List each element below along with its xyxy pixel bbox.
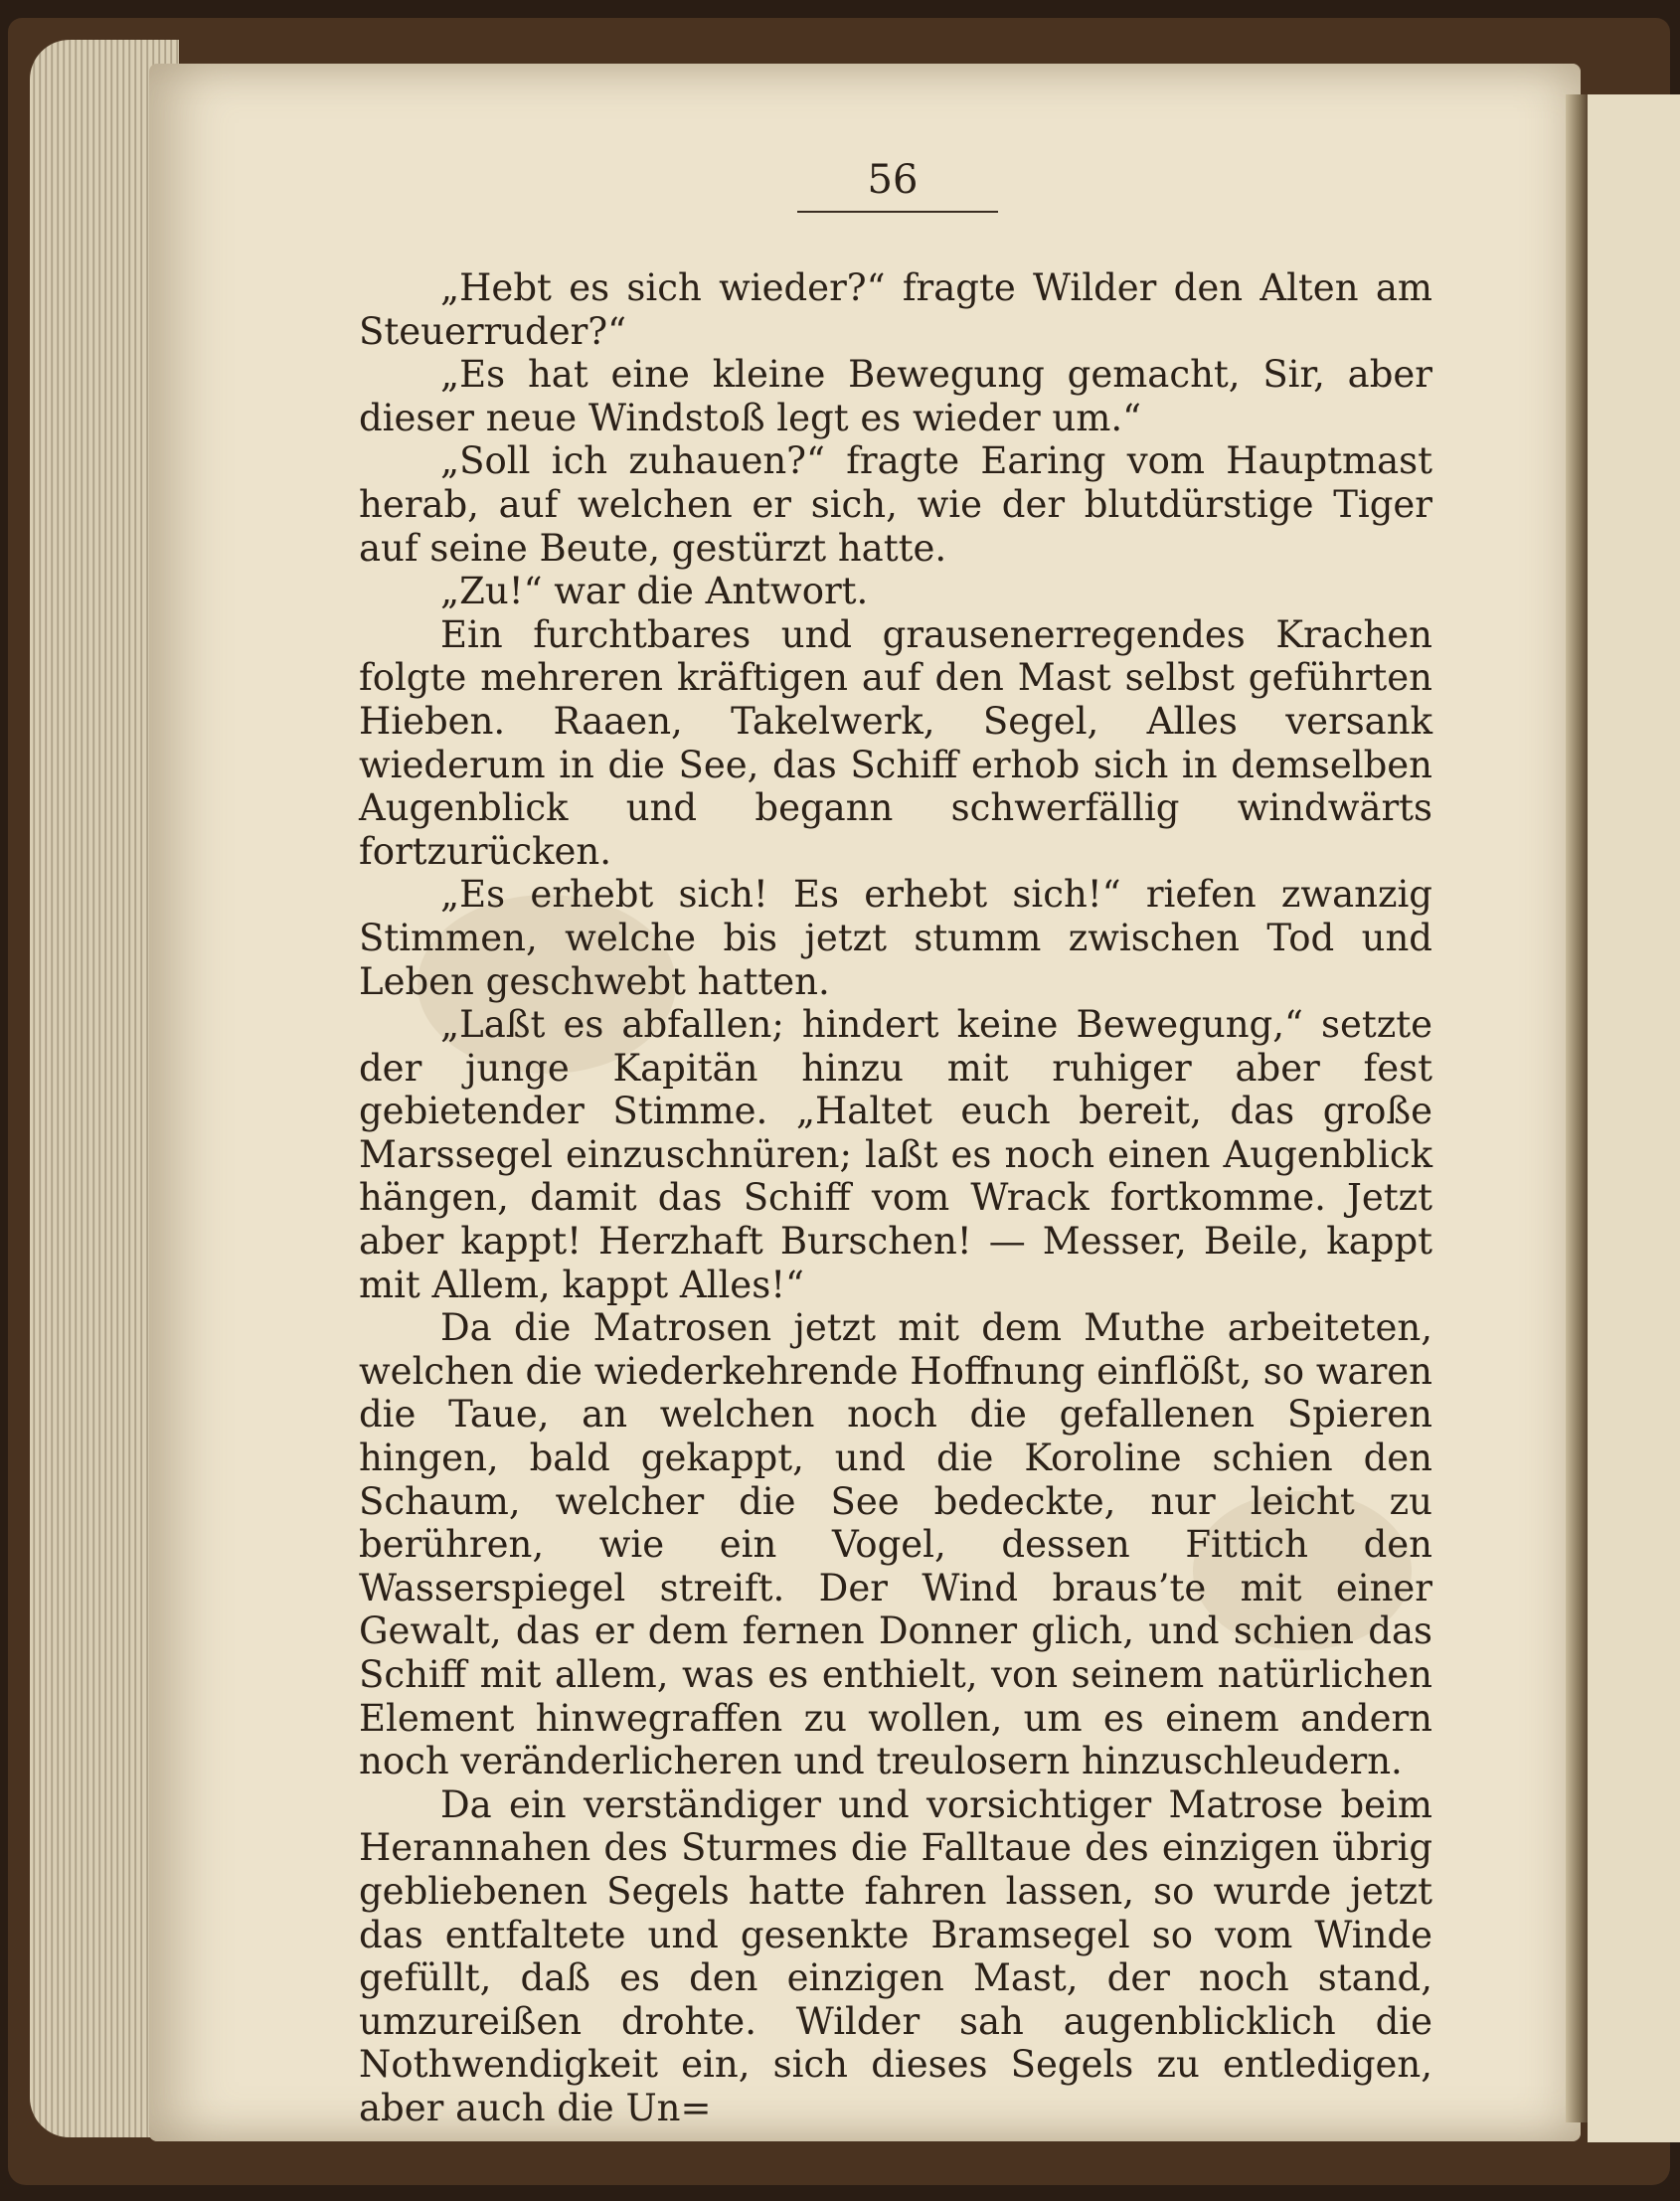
paragraph: Ein furchtbares und grausenerregendes Krachen folgte mehreren kräftigen auf den Mast selbst geführten Hieben. Raaen, Takelwerk, Segel, Alles versank wiederum in die See, das Schiff erhob sich in demselben Augenblick und begann schwerfällig windwärts fortzurücken. — [359, 612, 1432, 873]
paragraph: „Hebt es sich wieder?“ fragte Wilder den Alten am Steuerruder?“ — [359, 266, 1432, 353]
paragraph: „Es erhebt sich! Es erhebt sich!“ riefen zwanzig Stimmen, welche bis jetzt stumm zwischen Tod und Leben geschwebt hatten. — [359, 873, 1432, 1003]
header-rule — [797, 211, 998, 213]
paragraph: „Soll ich zuhauen?“ fragte Earing vom Hauptmast herab, auf welchen er sich, wie der blutdürstige Tiger auf seine Beute, gestürzt hatte. — [359, 439, 1432, 570]
paragraph: Da ein verständiger und vorsichtiger Matrose beim Herannahen des Sturmes die Falltaue des einzigen übrig gebliebenen Segels hatte fahren lassen, so wurde jetzt das entfaltete und gesenkte Bramsegel so vom Winde gefüllt, daß es den einzigen Mast, der noch stand, umzureißen drohte. Wilder sah augenblicklich die Nothwendigkeit ein, sich dieses Segels zu entledigen, aber auch die Un= — [359, 1782, 1432, 2129]
page-number: 56 — [867, 157, 919, 203]
book-gutter — [1566, 94, 1588, 2122]
body-text — [359, 266, 1432, 2130]
paragraph: „Laßt es abfallen; hindert keine Bewegung,“ setzte der junge Kapitän hinzu mit ruhiger aber fest gebietender Stimme. „Haltet euch bereit, das große Marssegel einzuschnüren; laßt es noch einen Augenblick hängen, damit das Schiff vom Wrack fortkomme. Jetzt aber kappt! Herzhaft Burschen! — Messer, Beile, kappt mit Allem, kappt Alles!“ — [359, 1003, 1432, 1306]
paragraph: „Zu!“ war die Antwort. — [440, 570, 869, 613]
paragraph: „Es hat eine kleine Bewegung gemacht, Sir, aber dieser neue Windstoß legt es wieder um.“ — [359, 353, 1432, 439]
paragraph: Da die Matrosen jetzt mit dem Muthe arbeiteten, welchen die wiederkehrende Hoffnung einflößt, so waren die Taue, an welchen noch die gefallenen Spieren hingen, bald gekappt, und die Koroline schien den Schaum, welcher die See bedeckte, nur leicht zu berühren, wie ein Vogel, dessen Fittich den Wasserspiegel streift. Der Wind braus’te mit einer Gewalt, das er dem fernen Donner glich, und schien das Schiff mit allem, was es enthielt, von seinem natürlichen Element hinwegraffen zu wollen, um es einem andern noch veränderlicheren und treulosern hinzuschleudern. — [359, 1306, 1432, 1783]
facing-page-edge — [1588, 94, 1680, 2142]
